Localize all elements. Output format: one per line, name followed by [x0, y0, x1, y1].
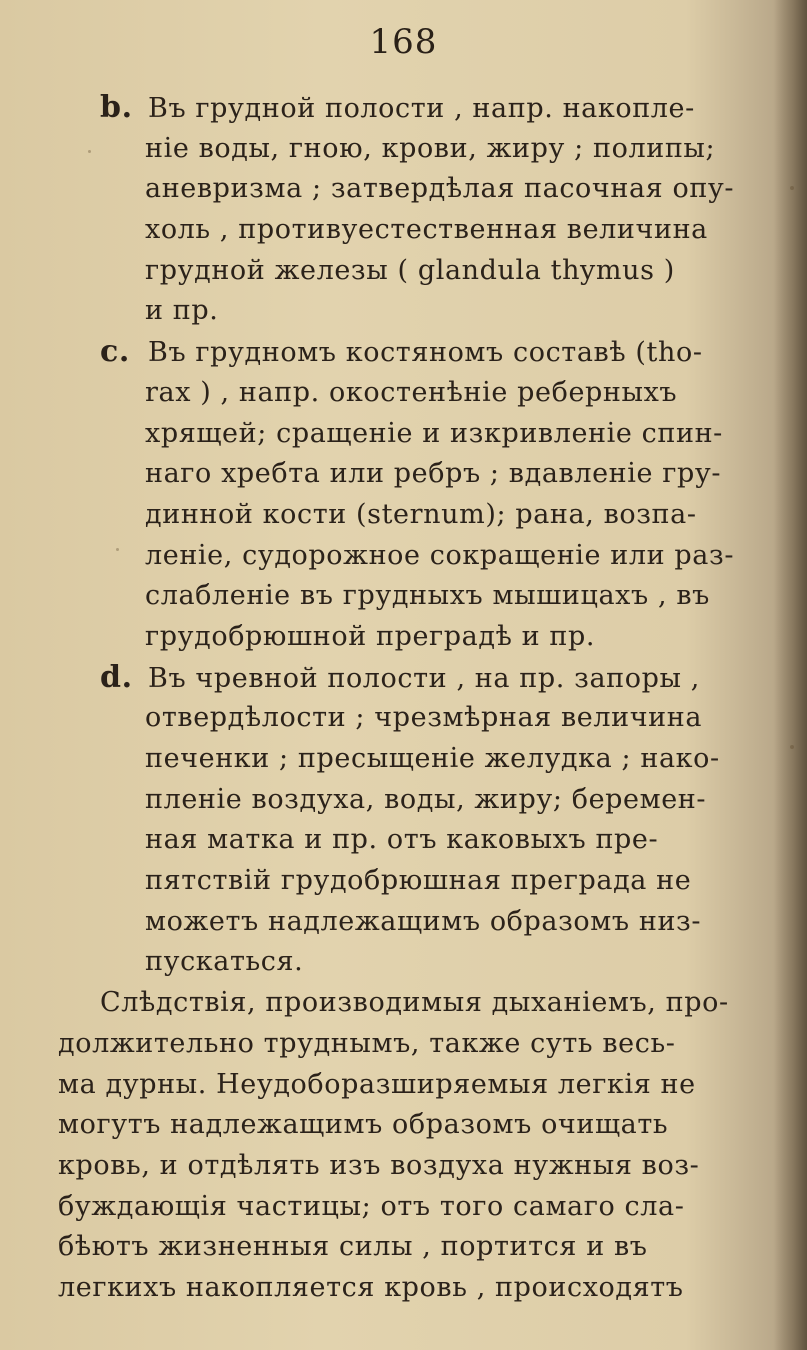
text-line: легкихъ накопляется кровь , происходятъ — [58, 1271, 684, 1303]
text-line: могутъ надлежащимъ образомъ очищать — [58, 1109, 669, 1141]
text-line: пятствій грудобрюшная преграда не — [145, 865, 692, 897]
text-line: грудобрюшной преградѣ и пр. — [145, 620, 596, 652]
text-line: отвердѣлости ; чрезмѣрная величина — [145, 702, 703, 734]
text-line: леніе, судорожное сокращеніе или раз- — [145, 539, 735, 571]
text-line: динной кости (sternum); рана, возпа- — [145, 498, 697, 530]
text-line: кровь, и отдѣлять изъ воздуха нужныя воз- — [58, 1149, 700, 1181]
text-line: наго хребта или ребръ ; вдавленіе гру- — [145, 458, 722, 490]
text-line: грудной железы ( glandula thymus ) — [145, 254, 675, 286]
list-marker: b. — [100, 90, 133, 125]
text-line: rax ) , напр. окостенѣніе реберныхъ — [145, 376, 678, 408]
enumerated-paragraph — [0, 658, 780, 984]
text-line: холь , противуестественная величина — [145, 214, 708, 246]
text-line: хрящей; сращеніе и изкривленіе спин- — [145, 417, 723, 449]
list-marker: c. — [100, 334, 130, 370]
text-line: пускаться. — [145, 946, 304, 978]
text-line: и пр. — [145, 295, 219, 327]
text-line: можетъ надлежащимъ образомъ низ- — [145, 905, 702, 937]
body-paragraph — [0, 983, 780, 1309]
text-line: пленіе воздуха, воды, жиру; беремен- — [145, 783, 707, 815]
line-text: Въ грудномъ костяномъ составѣ (tho- — [148, 337, 703, 369]
text-line: ніе воды, гною, крови, жиру ; полипы; — [145, 132, 716, 164]
line-text: Въ грудной полости , напр. накопле- — [148, 93, 695, 124]
list-marker: d. — [100, 659, 133, 695]
text-line: ная матка и пр. отъ каковыхъ пре- — [145, 824, 659, 856]
enumerated-paragraph — [0, 332, 780, 658]
text-line: аневризма ; затвердѣлая пасочная опу- — [145, 173, 735, 205]
text-line — [0, 658, 780, 699]
line-text: Въ чревной полости , на пр. запоры , — [148, 662, 700, 694]
text-line: ма дурны. Неудоборазширяемыя легкія не — [58, 1068, 696, 1100]
page-number: 168 — [369, 22, 438, 62]
paper-speck — [790, 186, 794, 190]
text-line: должительно труднымъ, также суть весь- — [58, 1027, 676, 1059]
text-line: слабленіе въ грудныхъ мышицахъ , въ — [145, 580, 710, 612]
body-text — [0, 88, 780, 1309]
text-line: Слѣдствія, производимыя дыханіемъ, про- — [100, 987, 729, 1019]
text-line: бѣютъ жизненныя силы , портится и въ — [58, 1231, 648, 1263]
text-line: буждающія частицы; отъ того самаго сла- — [58, 1190, 685, 1222]
text-line — [0, 332, 780, 373]
paper-speck — [790, 745, 794, 749]
text-line: печенки ; пресыщеніе желудка ; нако- — [145, 743, 720, 774]
enumerated-paragraph — [0, 88, 780, 332]
text-line — [0, 88, 780, 129]
